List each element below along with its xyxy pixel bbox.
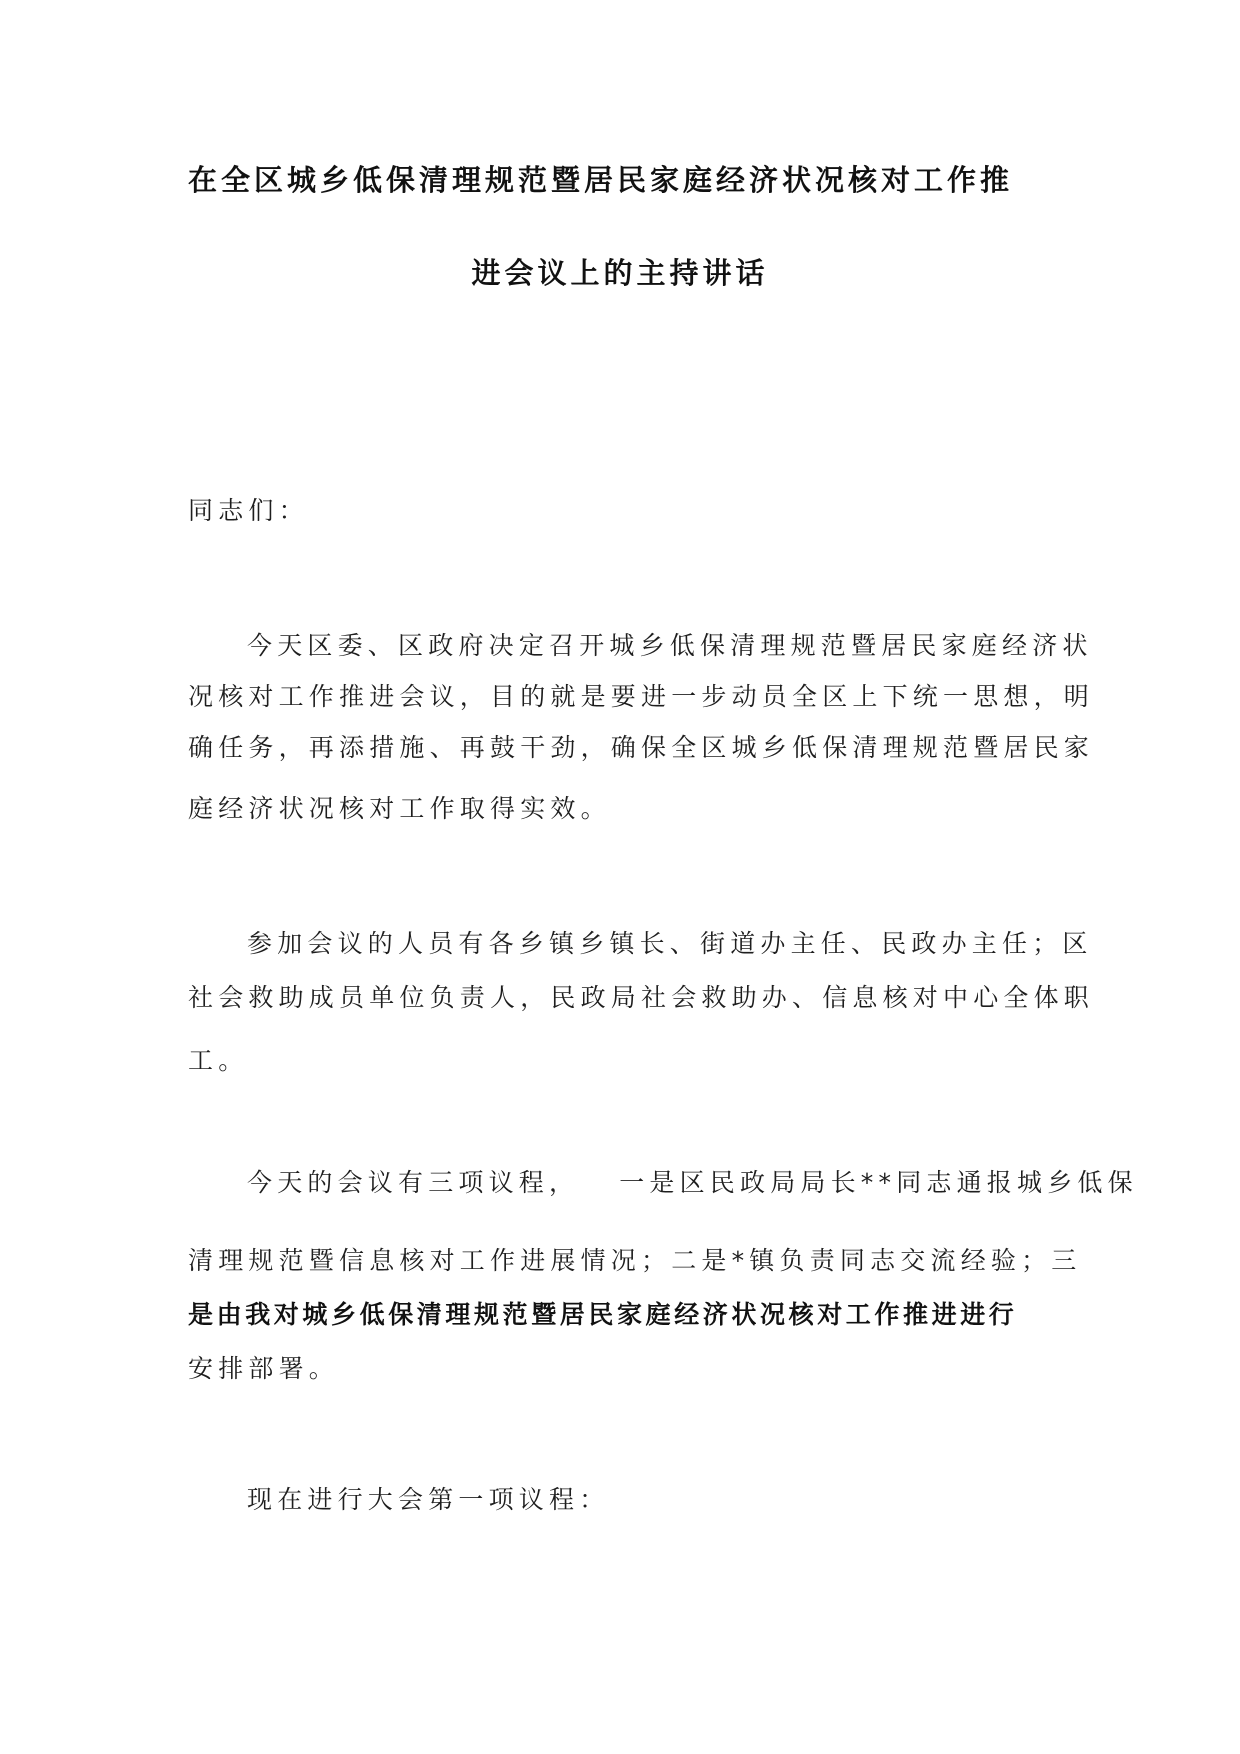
paragraph-1-line-3: 确任务，再添措施、再鼓干劲，确保全区城乡低保清理规范暨居民家 — [188, 733, 1095, 762]
paragraph-3-line-2: 清理规范暨信息核对工作进展情况；二是*镇负责同志交流经验；三 — [188, 1246, 1082, 1275]
paragraph-1-line-4: 庭经济状况核对工作取得实效。 — [188, 794, 611, 823]
document-title-line-2: 进会议上的主持讲话 — [471, 256, 769, 290]
paragraph-1-line-1: 今天区委、区政府决定召开城乡低保清理规范暨居民家庭经济状 — [247, 631, 1093, 660]
paragraph-2-line-1: 参加会议的人员有各乡镇乡镇长、街道办主任、民政办主任；区 — [247, 929, 1093, 958]
salutation: 同志们： — [188, 496, 309, 525]
document-title-line-1: 在全区城乡低保清理规范暨居民家庭经济状况核对工作推 — [188, 163, 1014, 197]
paragraph-3-line-1-part-a: 今天的会议有三项议程， — [247, 1168, 580, 1197]
paragraph-3-line-3: 是由我对城乡低保清理规范暨居民家庭经济状况核对工作推进进行 — [188, 1300, 1018, 1329]
paragraph-4: 现在进行大会第一项议程： — [247, 1485, 610, 1514]
paragraph-1-line-2: 况核对工作推进会议，目的就是要进一步动员全区上下统一思想，明 — [188, 682, 1095, 711]
paragraph-2-line-3: 工。 — [188, 1046, 249, 1075]
paragraph-2-line-2: 社会救助成员单位负责人，民政局社会救助办、信息核对中心全体职 — [188, 983, 1095, 1012]
paragraph-3-line-1 — [247, 1163, 1138, 1199]
paragraph-3-line-4: 安排部署。 — [188, 1354, 340, 1383]
paragraph-3-line-1-part-b: 一是区民政局局长**同志通报城乡低保 — [619, 1168, 1138, 1197]
